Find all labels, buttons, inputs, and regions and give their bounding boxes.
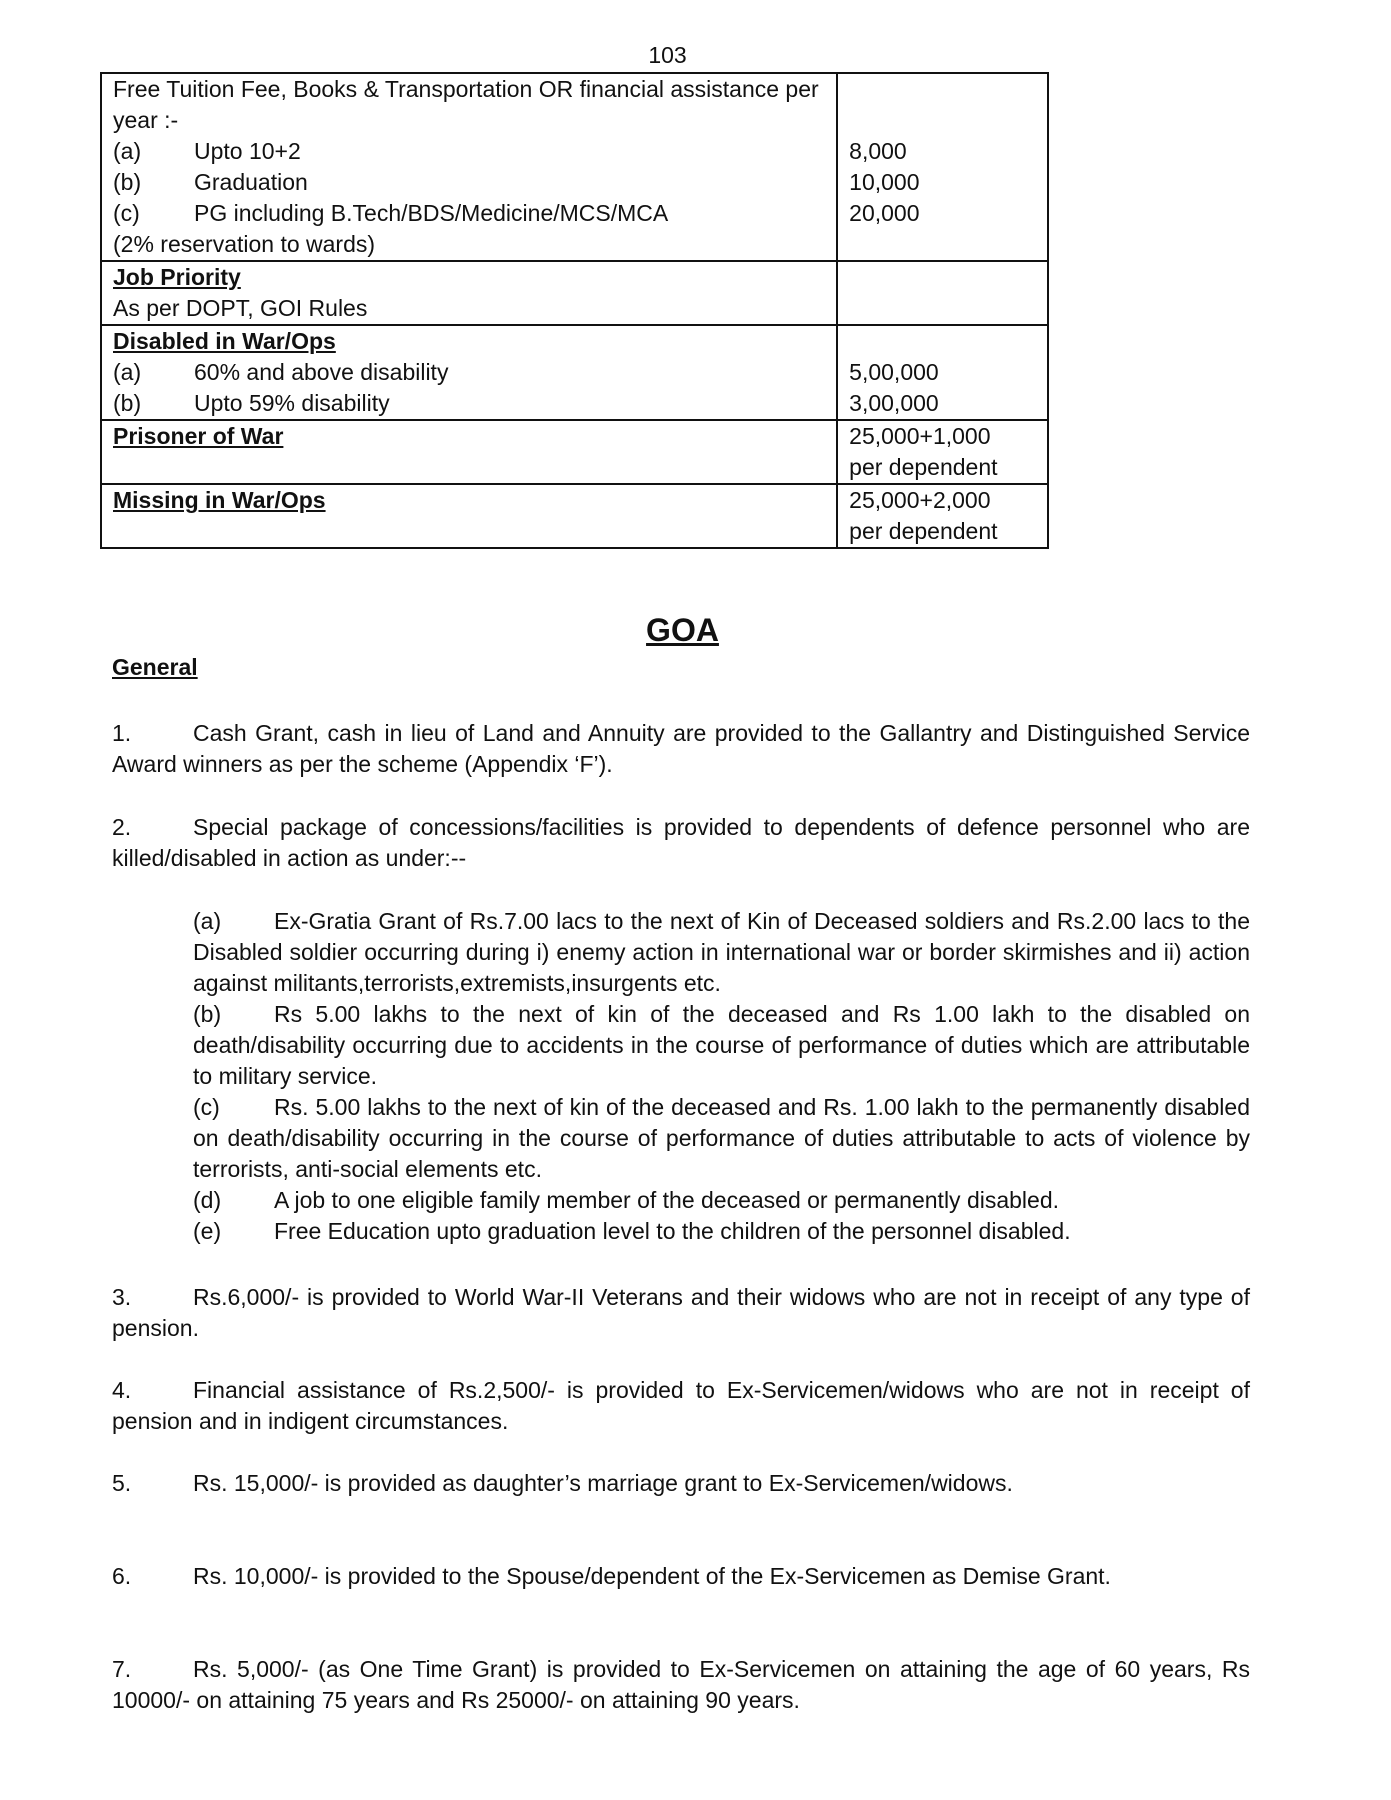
section-subtitle: General: [112, 654, 198, 680]
sub-item-text: Ex-Gratia Grant of Rs.7.00 lacs to the next of Kin of Deceased soldiers and Rs.2.00 lacs to the Disabled soldier occurring during i) enemy action in international war or border skirmishes and ii) action against militants,terrorists,extremists,insurgents etc.: [193, 908, 1250, 996]
sub-item-text: Rs. 5.00 lakhs to the next of kin of the deceased and Rs. 1.00 lakh to the permanently disabled on death/disability occurring in the course of performance of duties attributable to acts of violence by terrorists, anti-social elements etc.: [193, 1094, 1250, 1182]
table-row-job-priority: [101, 261, 1048, 325]
table-cell-description: [101, 73, 837, 261]
paragraph-number: 6.: [112, 1563, 132, 1589]
paragraph-4: [112, 1375, 1250, 1437]
item-text: 60% and above disability: [194, 359, 449, 385]
paragraph-6: [112, 1561, 1250, 1592]
paragraph-number: 5.: [112, 1470, 132, 1496]
disabled-item-b: [113, 388, 826, 419]
sub-item-label: (c): [193, 1094, 220, 1120]
item-text: Upto 59% disability: [194, 390, 390, 416]
sub-item-text: A job to one eligible family member of the deceased or permanently disabled.: [274, 1187, 1060, 1213]
table-cell-description: [101, 261, 837, 325]
page-number-text: 103: [648, 42, 687, 68]
table-cell-description: [101, 420, 837, 484]
paragraph-1: [112, 718, 1250, 780]
table-cell-amount: [837, 261, 1048, 325]
row-title: Missing in War/Ops: [113, 487, 326, 513]
table-row-disabled: [101, 325, 1048, 420]
table-row-missing: [101, 484, 1048, 548]
item-label: (a): [113, 138, 142, 164]
amount-a: 5,00,000: [849, 359, 939, 385]
table-cell-amount: [837, 420, 1048, 484]
table-cell-amount: [837, 484, 1048, 548]
table-cell-description: [101, 325, 837, 420]
item-label: (a): [113, 359, 142, 385]
paragraph-text: Cash Grant, cash in lieu of Land and Annuity are provided to the Gallantry and Distinguished Service Award winners as per the scheme (Appendix ‘F’).: [112, 720, 1250, 777]
education-item-b: [113, 167, 826, 198]
sub-item-a: [193, 906, 1250, 999]
row-title: Prisoner of War: [113, 423, 284, 449]
paragraph-text: Rs.6,000/- is provided to World War-II Veterans and their widows who are not in receipt of any type of pension.: [112, 1284, 1250, 1341]
sub-item-b: [193, 999, 1250, 1092]
table-row-prisoner-of-war: [101, 420, 1048, 484]
disabled-item-a: [113, 357, 826, 388]
paragraph-3: [112, 1282, 1250, 1344]
benefits-table: [100, 72, 1049, 549]
education-item-c: [113, 198, 826, 229]
item-text: Upto 10+2: [194, 138, 301, 164]
table-cell-description: [101, 484, 837, 548]
page-number: [0, 40, 1391, 71]
paragraph-number: 7.: [112, 1656, 132, 1682]
paragraph-5: [112, 1468, 1250, 1499]
amount-c: 20,000: [849, 200, 920, 226]
amount-b: 3,00,000: [849, 390, 939, 416]
row-text: As per DOPT, GOI Rules: [113, 295, 368, 321]
sub-item-d: [193, 1185, 1250, 1216]
sub-item-label: (d): [193, 1187, 222, 1213]
amount-a: 8,000: [849, 138, 907, 164]
row-title: Job Priority: [113, 264, 241, 290]
amount-b: 10,000: [849, 169, 920, 195]
table-cell-amount: [837, 73, 1048, 261]
sub-item-text: Free Education upto graduation level to the children of the personnel disabled.: [274, 1218, 1071, 1244]
amount-line-2: per dependent: [849, 518, 998, 544]
table-row-education: [101, 73, 1048, 261]
item-label: (b): [113, 169, 142, 195]
sub-item-label: (b): [193, 1001, 222, 1027]
sub-item-text: Rs 5.00 lakhs to the next of kin of the deceased and Rs 1.00 lakh to the disabled on death/disability occurring due to accidents in the course of performance of duties which are attributable to military service.: [193, 1001, 1250, 1089]
paragraph-text: Rs. 5,000/- (as One Time Grant) is provided to Ex-Servicemen on attaining the age of 60 years, Rs 10000/- on attaining 75 years and Rs 25000/- on attaining 90 years.: [112, 1656, 1250, 1713]
amount-line-2: per dependent: [849, 454, 998, 480]
amount-line-1: 25,000+1,000: [849, 423, 991, 449]
row-title: Disabled in War/Ops: [113, 328, 336, 354]
education-intro: Free Tuition Fee, Books & Transportation OR financial assistance per year :-: [113, 76, 819, 133]
paragraph-text: Financial assistance of Rs.2,500/- is provided to Ex-Servicemen/widows who are not in receipt of pension and in indigent circumstances.: [112, 1377, 1250, 1434]
paragraph-text: Rs. 10,000/- is provided to the Spouse/dependent of the Ex-Servicemen as Demise Grant.: [193, 1563, 1111, 1589]
section-title-text: GOA: [646, 612, 719, 648]
paragraph-2: [112, 812, 1250, 874]
paragraph-text: Special package of concessions/facilities is provided to dependents of defence personnel who are killed/disabled in action as under:--: [112, 814, 1250, 871]
paragraph-text: Rs. 15,000/- is provided as daughter’s marriage grant to Ex-Servicemen/widows.: [193, 1470, 1013, 1496]
sub-items-list: [193, 906, 1250, 1247]
item-text: Graduation: [194, 169, 308, 195]
sub-item-label: (a): [193, 908, 222, 934]
education-note: (2% reservation to wards): [113, 231, 376, 257]
table-cell-amount: [837, 325, 1048, 420]
item-label: (b): [113, 390, 142, 416]
sub-item-label: (e): [193, 1218, 222, 1244]
education-item-a: [113, 136, 826, 167]
paragraph-number: 3.: [112, 1284, 132, 1310]
paragraph-number: 2.: [112, 814, 132, 840]
item-label: (c): [113, 200, 140, 226]
paragraph-number: 1.: [112, 720, 132, 746]
paragraph-number: 4.: [112, 1377, 132, 1403]
sub-item-c: [193, 1092, 1250, 1185]
item-text: PG including B.Tech/BDS/Medicine/MCS/MCA: [194, 200, 669, 226]
amount-line-1: 25,000+2,000: [849, 487, 991, 513]
sub-item-e: [193, 1216, 1250, 1247]
section-title: [0, 610, 1391, 650]
paragraph-7: [112, 1654, 1250, 1716]
